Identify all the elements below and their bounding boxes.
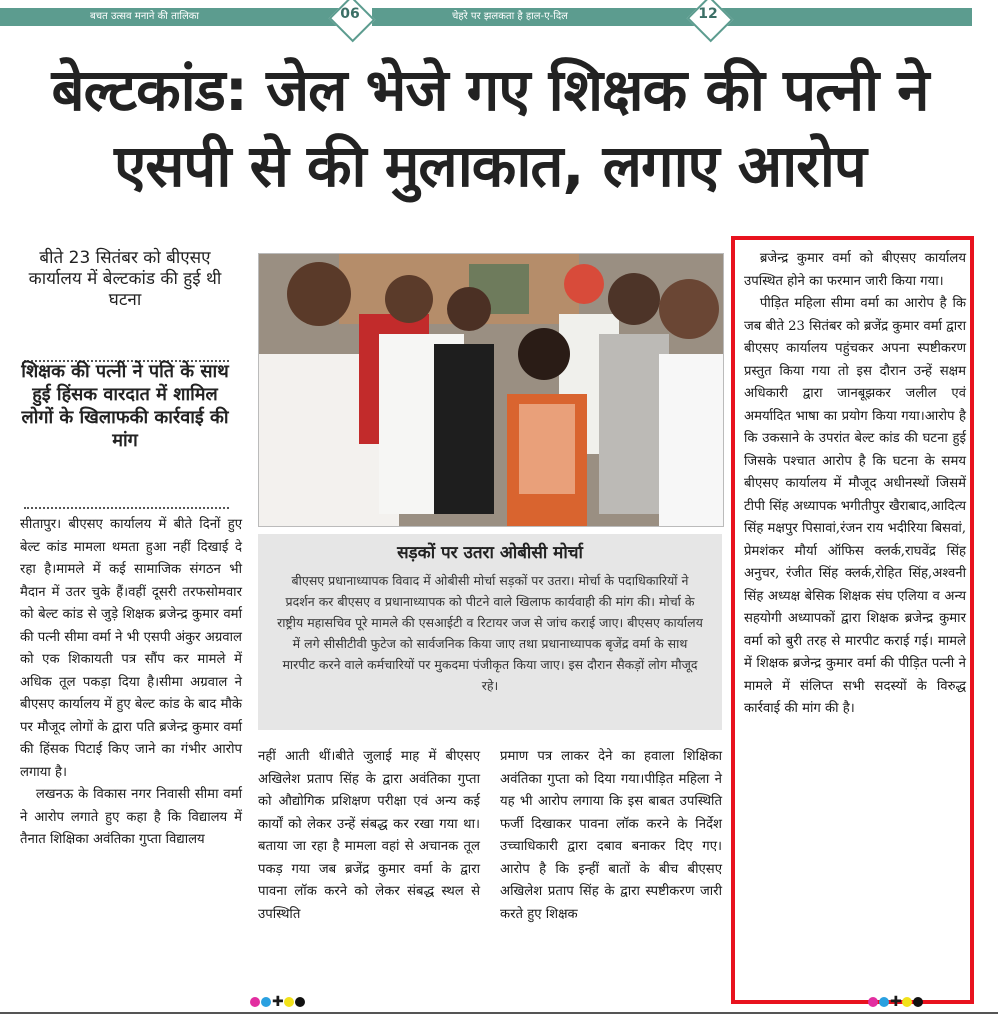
column-1-paragraph-1: सीतापुर। बीएसए कार्यालय में बीते दिनों हुए बेल्ट कांड मामला थमता हुआ नहीं दिखाई दे रहा है।मामले में कई सामाजिक संगठन भी मैदान में उतर चुके हैं।वहीं दूसरी तरफसोमवार को बेल्ट कांड से जुड़े शिक्षक ब्रजेन्द्र कुमार वर्मा की पत्नी सीमा वर्मा ने भी एसपी अंकुर अग्रवाल को एक शिकायती पत्र सौंप कर मामले में अधिक तूल पकड़ा दिया है।सीमा अग्रवाल ने बीएसए कार्यालय में हुए बेल्ट कांड के बाद मौके पर मौजूद लोगों के द्वारा पति ब्रजेन्द्र कुमार वर्मा की हिंसक पिटाई किए जाने का गंभीर आरोप लगाया है। (20, 517, 242, 780)
header-right-strip: चेहरे पर झलकता है हाल-ए-दिल (372, 8, 972, 26)
article-column-1 (20, 514, 242, 852)
crowd-photo-illustration (259, 254, 723, 526)
highlight-box (731, 236, 974, 1004)
registration-marks-left: ✚ (250, 994, 306, 1010)
column-1-paragraph-2: लखनऊ के विकास नगर निवासी सीमा वर्मा ने आरोप लगाते हुए कहा है कि विद्यालय में तैनात शिक्षिका अवंतिका गुप्ता विद्यालय (20, 787, 242, 847)
page-bottom-rule (0, 1012, 998, 1014)
registration-marks-right: ✚ (868, 994, 924, 1010)
sidebar-story-box (258, 534, 722, 730)
article-headline: बेल्टकांड: जेल भेजे गए शिक्षक की पत्नी ने एसपी से की मुलाकात, लगाए आरोप (51, 56, 929, 200)
sidebar-story-text: बीएसए प्रधानाध्यापक विवाद में ओबीसी मोर्चा सड़कों पर उतरा। मोर्चा के पदाधिकारियों ने प्रदर्शन कर बीएसए व प्रधानाध्यापक को पीटने वाले खिलाफ कार्यवाही की मांग की। मोर्चा के राष्ट्रीय महासचिव पूरे मामले की एसआईटी व रिटायर जज से जांच कराई जाए। बीएसए कार्यालय में लगे सीसीटीवी फुटेज को सार्वजनिक किया जाए तथा प्रधानाध्यापक बृजेंद्र वर्मा के साथ मारपीट करने वाले कर्मचारियों पर मुकदमा पंजीकृत किया जाए। इस दौरान सैकड़ों लोग मौजूद रहे। (277, 573, 703, 693)
article-column-2 (258, 746, 480, 926)
header-left-strip: बचत उत्सव मनाने की तालिका (0, 8, 360, 26)
news-photo (258, 253, 724, 527)
page-number-left: 06 (340, 6, 360, 22)
subheading-1: बीते 23 सितंबर को बीएसए कार्यालय में बेल्टकांड की हुई थी घटना (28, 248, 222, 310)
article-column-3 (500, 746, 722, 926)
column-3-text: प्रमाण पत्र लाकर देने का हवाला शिक्षिका अवंतिका गुप्ता को दिया गया।पीड़ित महिला ने यह भी आरोप लगाया कि इस बाबत उपस्थिति फर्जी दिखाकर पावना लॉक करने के निर्देश उच्चाधिकारी द्वारा दबाव बनाकर दिए गए।आरोप है कि इन्हीं बातों के बीच बीएसए अखिलेश प्रताप सिंह के द्वारा स्पष्टीकरण जारी करते हुए शिक्षक (500, 749, 722, 922)
page-number-right: 12 (698, 6, 718, 22)
column-4-paragraph-2: पीड़ित महिला सीमा वर्मा का आरोप है कि जब बीते 23 सितंबर को ब्रजेंद्र कुमार वर्मा द्वारा बीएसए कार्यालय पहुंचकर अपना स्पष्टीकरण प्रस्तुत किया गया तो इस दौरान उन्हें सक्षम अधिकारी द्वारा जानबूझकर जलील एवं अमर्यादित भाषा का प्रयोग किया गया।आरोप है कि उकसाने के उपरांत बेल्ट कांड की घटना हुई जिसके पश्चात आरोप है कि घटना के समय बीएसए कार्यालय में मौजूद अधीनस्थों जिसमें टीपी सिंह अध्यापक भगीतीपुर खैराबाद,आदित्य सिंह मक्षपुर पिसावां,रंजन राय भदीरिया बिसवां, प्रेमशंकर मौर्या ऑफिस क्लर्क,राघवेंद्र सिंह अनुचर, रंजीत सिंह क्लर्क,रोहित सिंह,अश्वनी सिंह अध्यक्ष बेसिक शिक्षक संघ एलिया व अन्य सहयोगी अध्यापकों द्वारा शिक्षक ब्रजेन्द्र कुमार वर्मा को बुरी तरह से मारपीट कराई गई। मामले में शिक्षक ब्रजेन्द्र कुमार वर्मा की पीड़ित पत्नी ने मामले में संलिप्त सभी सदस्यों के विरुद्ध कार्रवाई की मांग की है। (744, 296, 967, 716)
divider (24, 507, 229, 509)
column-2-text: नहीं आती थीं।बीते जुलाई माह में बीएसए अखिलेश प्रताप सिंह के द्वारा अवंतिका गुप्ता को औद्योगिक प्रशिक्षण परीक्षा एवं अन्य कई कार्यों को लेकर उन्हें संबद्ध कर रखा गया था।बताया जा रहा है मामला वहां से अचानक तूल पकड़ गया जब ब्रजेंद्र कुमार वर्मा के द्वारा पावना लॉक करने को लेकर संबद्ध स्थल से उपस्थिति (258, 749, 480, 922)
sidebar-story-title: सड़कों पर उतरा ओबीसी मोर्चा (397, 543, 583, 563)
column-4-paragraph-1: ब्रजेन्द्र कुमार वर्मा को बीएसए कार्यालय उपस्थित होने का फरमान जारी किया गया। (744, 251, 966, 289)
page-header-strip (0, 0, 998, 30)
subheading-2: शिक्षक की पत्नी ने पति के साथ हुई हिंसक वारदात में शामिल लोगों के खिलाफकी कार्रवाई की मांग (21, 361, 229, 451)
